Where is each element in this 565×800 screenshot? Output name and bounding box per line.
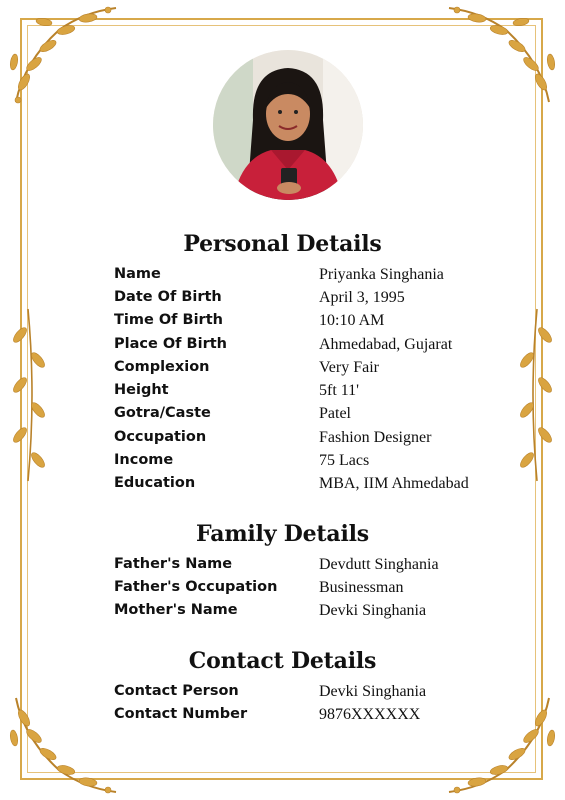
row-value: Priyanka Singhania — [319, 266, 444, 283]
row-value: Devdutt Singhania — [319, 556, 439, 573]
row-value: Devki Singhania — [319, 602, 427, 619]
row-label: Complexion — [114, 359, 210, 375]
row-label: Contact Number — [114, 706, 248, 722]
row-label: Place Of Birth — [114, 336, 227, 352]
personal-row-name — [0, 266, 565, 288]
personal-row-occupation — [0, 429, 565, 451]
row-value: Businessman — [319, 579, 404, 596]
row-label: Name — [114, 266, 161, 282]
row-label: Father's Occupation — [114, 579, 278, 595]
personal-row-income — [0, 452, 565, 474]
personal-row-place-of-birth — [0, 336, 565, 358]
profile-photo-illustration — [213, 50, 363, 200]
row-label: Gotra/Caste — [114, 405, 211, 421]
row-label: Contact Person — [114, 683, 239, 699]
personal-details-title: Personal Details — [183, 231, 382, 257]
row-value: 9876XXXXXX — [319, 706, 421, 723]
contact-row-person — [0, 683, 565, 705]
family-details-title: Family Details — [196, 521, 369, 547]
contact-details-title: Contact Details — [188, 648, 377, 674]
row-label: Father's Name — [114, 556, 233, 572]
top-right-floral-ornament — [441, 2, 561, 112]
row-label: Date Of Birth — [114, 289, 222, 305]
profile-photo — [213, 50, 363, 200]
row-value: April 3, 1995 — [319, 289, 405, 306]
family-row-fathers-occupation — [0, 579, 565, 601]
row-value: Ahmedabad, Gujarat — [319, 336, 453, 353]
personal-row-date-of-birth — [0, 289, 565, 311]
row-value: MBA, IIM Ahmedabad — [319, 475, 469, 492]
top-left-floral-ornament — [4, 2, 124, 112]
personal-row-time-of-birth — [0, 312, 565, 334]
personal-row-height — [0, 382, 565, 404]
row-label: Time Of Birth — [114, 312, 223, 328]
row-value: Fashion Designer — [319, 429, 432, 446]
family-row-mothers-name — [0, 602, 565, 624]
row-label: Education — [114, 475, 196, 491]
row-value: 75 Lacs — [319, 452, 370, 469]
row-value: Very Fair — [319, 359, 379, 376]
personal-row-gotra-caste — [0, 405, 565, 427]
row-value: 5ft 11' — [319, 382, 360, 399]
row-label: Mother's Name — [114, 602, 238, 618]
personal-row-education — [0, 475, 565, 497]
contact-row-number — [0, 706, 565, 728]
row-label: Income — [114, 452, 174, 468]
family-row-fathers-name — [0, 556, 565, 578]
row-label: Occupation — [114, 429, 207, 445]
row-value: Devki Singhania — [319, 683, 427, 700]
row-value: 10:10 AM — [319, 312, 385, 329]
row-label: Height — [114, 382, 169, 398]
personal-row-complexion — [0, 359, 565, 381]
row-value: Patel — [319, 405, 351, 422]
